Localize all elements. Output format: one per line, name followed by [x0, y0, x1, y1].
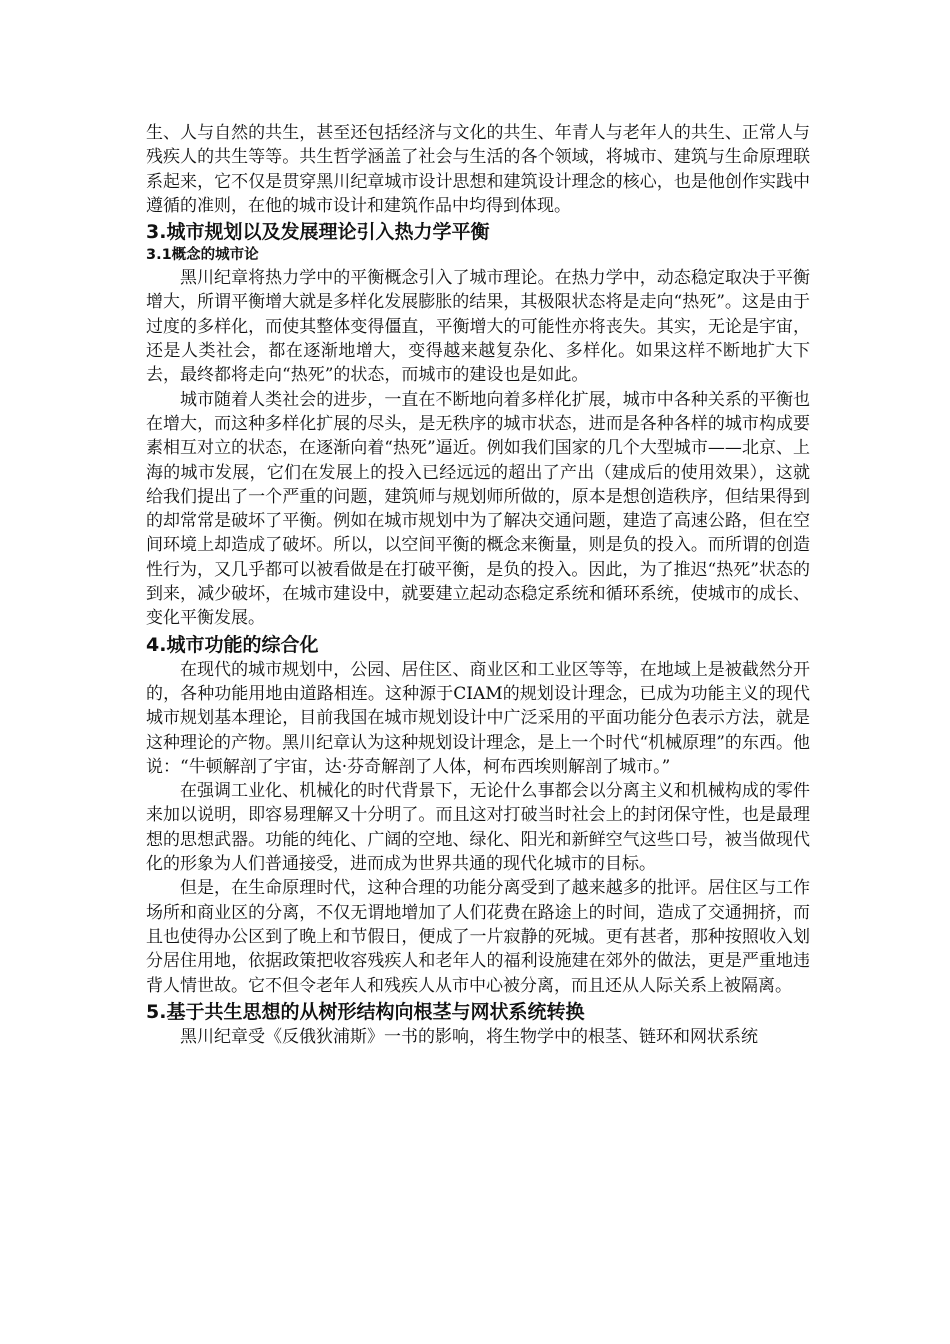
paragraph-life-principle: 但是，在生命原理时代，这种合理的功能分离受到了越来越多的批评。居住区与工作场所和商业区的分离，不仅无谓地增加了人们花费在路途上的时间，造成了交通拥挤，而且也使得办公区到了晚上和节假日，便成了一片寂静的死城。更有甚者，那种按照收入划分居住用地，依据政策把收容残疾人和老年人的福利设施建在郊外的做法，更是严重地违背人情世故。它不但令老年人和残疾人从市中心被分离，而且还从人际关系上被隔离。 [146, 878, 810, 996]
document-page [146, 121, 810, 1049]
heading-section-5: 5.基于共生思想的从树形结构向根茎与网状系统转换 [146, 1000, 585, 1023]
paragraph-functional-zoning: 在现代的城市规划中，公园、居住区、商业区和工业区等等，在地域上是被截然分开的，各种功能用地由道路相连。这种源于CIAM的规划设计理念，已成为功能主义的现代城市规划基本理论，目前我国在城市规划设计中广泛采用的平面功能分色表示方法，就是这种理论的产物。黑川纪章认为这种规划设计理念，是上一个时代“机械原理”的东西。他说：“牛顿解剖了宇宙，达·芬奇解剖了人体，柯布西埃则解剖了城市。” [146, 659, 810, 777]
heading-section-4: 4.城市功能的综合化 [146, 633, 319, 656]
heading-section-3: 3.城市规划以及发展理论引入热力学平衡 [146, 221, 490, 244]
paragraph-thermodynamics: 黑川纪章将热力学中的平衡概念引入了城市理论。在热力学中，动态稳定取决于平衡增大，所谓平衡增大就是多样化发展膨胀的结果，其极限状态将是走向“热死”。这是由于过度的多样化，而使其整体变得僵直，平衡增大的可能性亦将丧失。其实，无论是宇宙，还是人类社会，都在逐渐地增大，变得越来越复杂化、多样化。如果这样不断地扩大下去，最终都将走向“热死”的状态，而城市的建设也是如此。 [146, 268, 810, 386]
heading-section-3-1: 3.1概念的城市论 [146, 247, 259, 264]
paragraph-industrialization: 在强调工业化、机械化的时代背景下，无论什么事都会以分离主义和机械构成的零件来加以说明，即容易理解又十分明了。而且这对打破当时社会上的封闭保守性，也是最理想的思想武器。功能的纯化、广阔的空地、绿化、阳光和新鲜空气这些口号，被当做现代化的形象为人们普通接受，进而成为世界共通的现代化城市的目标。 [146, 781, 810, 875]
paragraph-rhizome: 黑川纪章受《反俄狄浦斯》一书的影响，将生物学中的根茎、链环和网状系统 [180, 1026, 758, 1047]
paragraph-symbiosis-continued: 生、人与自然的共生，甚至还包括经济与文化的共生、年青人与老年人的共生、正常人与残疾人的共生等等。共生哲学涵盖了社会与生活的各个领域，将城市、建筑与生命原理联系起来，它不仅是贯穿黑川纪章城市设计思想和建筑设计理念的核心，也是他创作实践中遵循的准则，在他的城市设计和建筑作品中均得到体现。 [146, 123, 810, 216]
paragraph-city-diversity: 城市随着人类社会的进步，一直在不断地向着多样化扩展，城市中各种关系的平衡也在增大，而这种多样化扩展的尽头，是无秩序的城市状态，进而是各种各样的城市构成要素相互对立的状态，在逐渐向着“热死”逼近。例如我们国家的几个大型城市——北京、上海的城市发展，它们在发展上的投入已经远远的超出了产出（建成后的使用效果），这就给我们提出了一个严重的问题，建筑师与规划师所做的，原本是想创造秩序，但结果得到的却常常是破坏了平衡。例如在城市规划中为了解决交通问题，建造了高速公路，但在空间环境上却造成了破坏。所以，以空间平衡的概念来衡量，则是负的投入。而所谓的创造性行为，又几乎都可以被看做是在打破平衡，是负的投入。因此，为了推迟“热死”状态的到来，减少破坏，在城市建设中，就要建立起动态稳定系统和循环系统，使城市的成长、变化平衡发展。 [146, 389, 810, 629]
